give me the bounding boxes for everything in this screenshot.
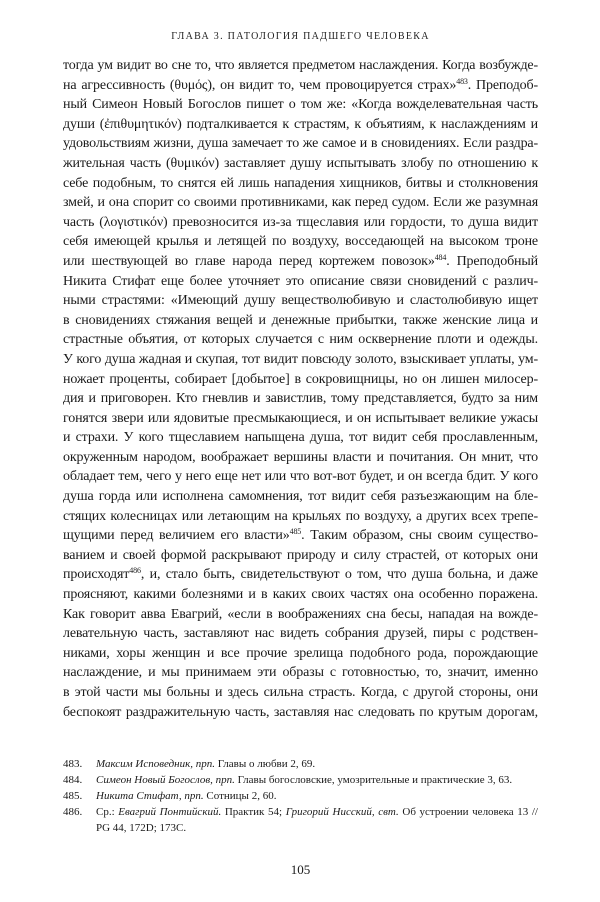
footnotes xyxy=(63,756,538,836)
line-text: Как говорит авва Евагрий, «если в воображениях сна бесы, нападая на вожде- xyxy=(63,606,538,622)
text-line xyxy=(63,252,538,272)
footnote-author: Максим Исповедник, прп. xyxy=(96,758,216,771)
line-text: левательную часть, заставляют нас видеть собрания друзей, пиры с родствен- xyxy=(63,626,538,642)
text-line xyxy=(63,703,538,723)
footnote-ref: 486 xyxy=(129,566,141,576)
line-text: никами, хоры женщин и все прочие зрелища подобного рода, порождающие xyxy=(63,645,538,661)
line-text: себя имеющей крылья и летящей по воздуху, восседающей на высоком троне xyxy=(63,234,538,250)
line-text: дия и приговорен. Кто гневлив и завистлив, тому представляется, будто за ним xyxy=(63,391,538,407)
footnote-text xyxy=(96,772,538,788)
line-text: души (ἐπιθυμητικόν) подталкивается к страстям, к объятиям, к наслаждениям и xyxy=(63,116,538,132)
line-text-after: . Преподоб- xyxy=(467,77,539,93)
footnote-source: Ср.: xyxy=(96,806,119,819)
footnote-text xyxy=(96,756,538,772)
line-text: Никита Стифат еще более уточняет это описание связи сновидений с различ- xyxy=(63,273,538,289)
footnote-number: 483. xyxy=(63,758,83,771)
line-text: в этой части мы больны и здесь сильна страсть. Когда, с другой стороны, они xyxy=(63,685,538,700)
line-text: и страхи. У кого тщеславием напыщена душа, тот видит себя прославленным, xyxy=(63,430,538,446)
text-line xyxy=(63,428,538,448)
line-text-after: . Преподобный xyxy=(446,253,538,269)
text-line xyxy=(63,467,538,487)
text-line xyxy=(63,134,538,154)
footnote-ref: 485 xyxy=(289,527,302,537)
text-line xyxy=(63,174,538,194)
footnote xyxy=(63,788,538,804)
text-line xyxy=(63,546,538,566)
text-line xyxy=(63,350,538,370)
text-line xyxy=(63,487,538,507)
line-text: обладает тем, чего у него еще нет или что вот-вот будет, и он всегда бдит. У кого xyxy=(63,469,538,485)
footnote-source: Сотницы 2, 60. xyxy=(203,790,277,803)
footnote-number: 486. xyxy=(63,806,83,819)
line-text: стящих колесницах или летающим на крыльях по воздуху, а других всех трепе- xyxy=(63,508,538,524)
text-line xyxy=(63,193,538,213)
footnote-source: Главы богословские, умозрительные и практические 3, 63. xyxy=(234,774,513,787)
main-text xyxy=(63,56,538,722)
footnote-text xyxy=(96,788,538,804)
line-text: окруженным народом, воображает вершины власти и почитания. Он мнит, что xyxy=(63,449,538,465)
footnote-author: Евагрий Понтийский. xyxy=(118,806,222,819)
line-text-after: . Таким образом, сны своим существо- xyxy=(301,528,539,544)
line-text: проясняют, какими болезнями и в каких своих частях она особенно поражена. xyxy=(63,587,538,603)
line-text: щущими перед величием его власти» xyxy=(63,528,290,544)
text-line xyxy=(63,409,538,429)
text-line xyxy=(63,370,538,390)
text-line xyxy=(63,683,538,703)
footnote-author: Григорий Нисский, свт. xyxy=(285,806,399,819)
line-text: ванием и своей формой раскрывают природу и силу страстей, от которых они xyxy=(63,547,538,563)
line-text: или шествующей во главе народа перед кортежем повозок» xyxy=(63,253,435,269)
line-text: происходят xyxy=(63,567,130,583)
text-line xyxy=(63,389,538,409)
line-text: У кого душа жадная и скупая, тот видит повсюду золото, взыскивает уплаты, ум- xyxy=(63,351,538,367)
text-line xyxy=(63,76,538,96)
running-header: ГЛАВА 3. ПАТОЛОГИЯ ПАДШЕГО ЧЕЛОВЕКА xyxy=(171,31,430,42)
line-text-after: , и, стало быть, свидетельствуют о том, что душа больна, и даже xyxy=(140,567,538,583)
line-text: наслаждение, и мы принимаем эти образы с готовностью, то, значит, именно xyxy=(63,665,538,681)
footnote-source: Главы о любви 2, 69. xyxy=(215,758,316,771)
text-line xyxy=(63,507,538,527)
text-line xyxy=(63,213,538,233)
text-line xyxy=(63,526,538,546)
footnote-text xyxy=(96,804,538,836)
text-line xyxy=(63,624,538,644)
line-text: ный Симеон Новый Богослов пишет о том же: «Когда вожделевательная часть xyxy=(63,97,538,113)
page-number: 105 xyxy=(290,862,311,878)
line-text: змей, и она спорит со своими противниками, как перед судом. Если же разумная xyxy=(63,195,538,211)
text-line xyxy=(63,95,538,115)
line-text: на агрессивность (θυμός), он видит то, чем провоцируется страх» xyxy=(63,77,457,93)
footnote-source: Об устроении человека 13 // PG 44, 172D; 173C. xyxy=(96,806,538,835)
line-text: ножает проценты, собирает [добытое] в сокровищницы, но он лишен милосер- xyxy=(63,371,538,387)
footnote-number: 485. xyxy=(63,790,83,803)
line-text: беспокоят раздражительную часть, заставляя нас следовать по крутым дорогам, xyxy=(63,704,538,720)
text-line xyxy=(63,232,538,252)
text-line xyxy=(63,605,538,625)
footnote xyxy=(63,804,538,836)
text-line xyxy=(63,585,538,605)
text-line xyxy=(63,330,538,350)
line-text: тогда ум видит во сне то, что является предметом наслаждения. Когда возбужде- xyxy=(63,58,538,73)
text-line xyxy=(63,311,538,331)
line-text: душа горда или исполнена самомнения, тот видит себя разъезжающим на бле- xyxy=(63,489,538,505)
text-line xyxy=(63,565,538,585)
footnote-ref: 483 xyxy=(456,76,468,86)
line-text: жительная часть (θυμικόν) заставляет душу испытывать злобу по отношению к xyxy=(63,155,538,171)
line-text: часть (λογιστικόν) превозносится из-за тщеславия или гордости, то душа видит xyxy=(63,214,538,230)
footnote-author: Симеон Новый Богослов, прп. xyxy=(96,774,235,787)
footnote xyxy=(63,772,538,788)
text-line xyxy=(63,291,538,311)
footnote-author: Никита Стифат, прп. xyxy=(96,790,204,803)
footnote-source: Практик 54; xyxy=(221,806,286,819)
text-line xyxy=(63,154,538,174)
line-text: удовольствиям жизни, душа замечает то же самое и в сновидениях. Если раздра- xyxy=(63,136,538,152)
line-text: страстные объятия, от которых случается с ним осквернение плоти и одежды. xyxy=(63,332,538,348)
text-line xyxy=(63,272,538,292)
footnote xyxy=(63,756,538,772)
text-line xyxy=(63,56,538,76)
text-line xyxy=(63,448,538,468)
line-text: себе подобным, то снятся ей лишь нападения хищников, битвы и столкновения xyxy=(63,175,538,191)
line-text: гонятся звери или ядовитые пресмыкающиеся, и он испытывает великие ужасы xyxy=(63,410,538,426)
line-text: в сновидениях стяжания вещей и денежные прибытки, также женские лица и xyxy=(63,312,538,328)
footnote-ref: 484 xyxy=(434,252,447,262)
footnote-number: 484. xyxy=(63,774,83,787)
line-text: ными страстями: «Имеющий душу веществолюбивую и сластолюбивую ищет xyxy=(63,293,538,309)
text-line xyxy=(63,663,538,683)
text-line xyxy=(63,115,538,135)
text-line xyxy=(63,644,538,664)
